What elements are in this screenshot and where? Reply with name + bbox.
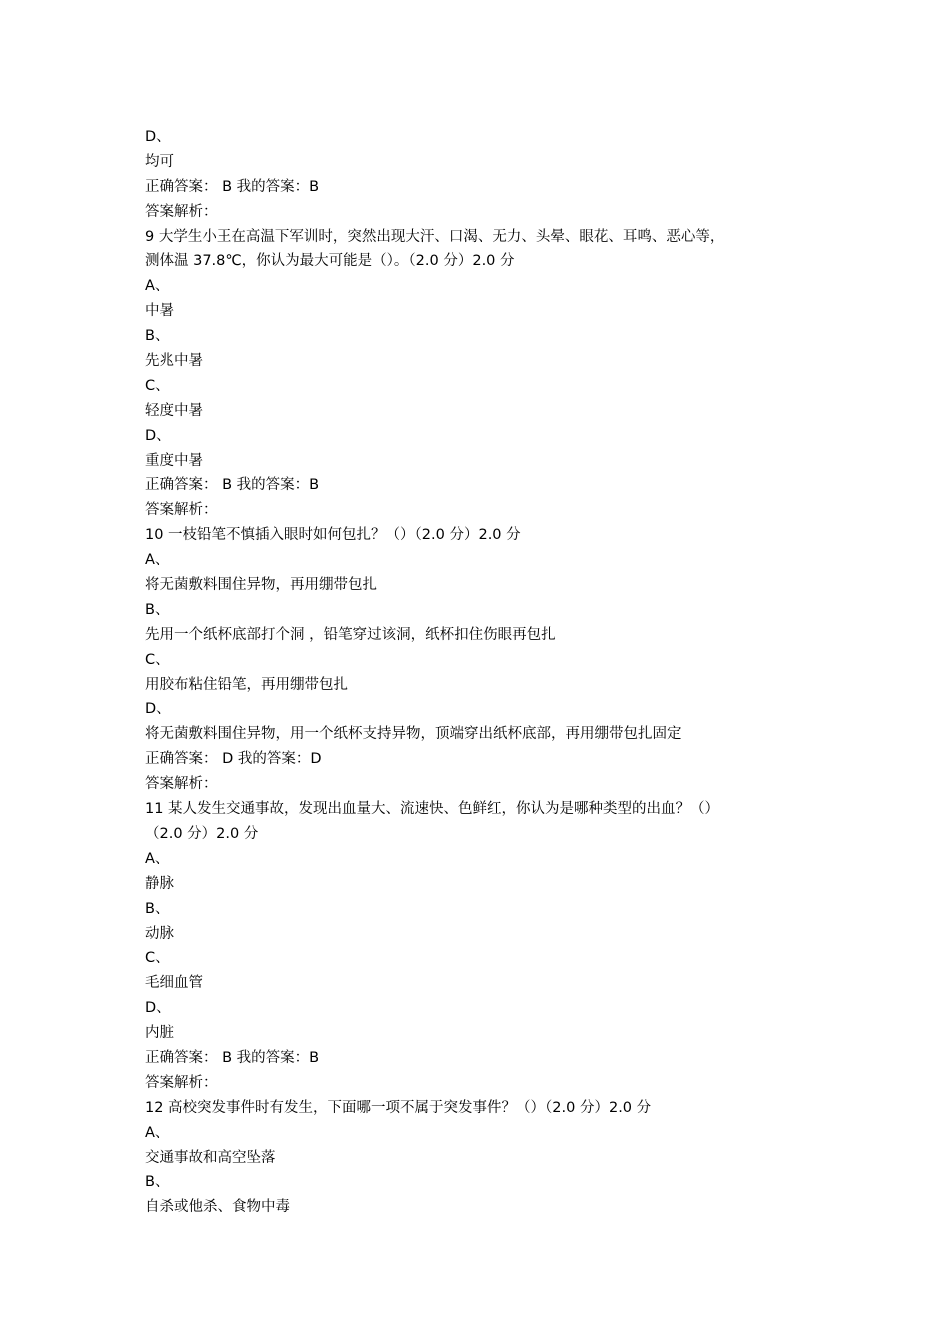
option-text: 轻度中暑 [145,402,203,419]
option-text: 毛细血管 [145,975,203,992]
option-text: 均可 [145,153,174,170]
option-label: C、 [145,651,170,668]
answer-line: 正确答案： B 我的答案：B [145,178,320,195]
explanation-label: 答案解析： [145,1074,218,1091]
option-label: C、 [145,950,170,967]
explanation-label: 答案解析： [145,502,218,519]
option-label: D、 [145,129,171,145]
answer-line: 正确答案： B 我的答案：B [145,477,320,494]
option-label: C、 [145,377,170,394]
option-label: B、 [145,900,170,917]
explanation-label: 答案解析： [145,203,218,220]
question-11-title-line1: 11 某人发生交通事故，发现出血量大、流速快、色鲜红，你认为是哪种类型的出血？（） [145,801,720,818]
question-11-title-line2: （2.0 分）2.0 分 [145,825,259,842]
option-text: 用胶布粘住铅笔，再用绷带包扎 [145,676,348,693]
document-content [145,125,825,1220]
option-label: A、 [145,850,170,867]
option-text: 静脉 [145,875,174,892]
option-text: 先兆中暑 [145,353,203,370]
option-label: A、 [145,552,170,569]
option-label: D、 [145,701,171,718]
question-9-title-line2: 测体温 37.8℃，你认为最大可能是（）。（2.0 分）2.0 分 [145,253,515,270]
option-label: B、 [145,601,170,618]
option-text: 重度中暑 [145,452,203,469]
question-12-title: 12 高校突发事件时有发生，下面哪一项不属于突发事件？（）（2.0 分）2.0 分 [145,1099,652,1116]
option-text: 内脏 [145,1025,174,1042]
option-text: 中暑 [145,303,174,320]
question-9-title-line1: 9 大学生小王在高温下军训时，突然出现大汗、口渴、无力、头晕、眼花、耳鸣、恶心等， [145,228,725,245]
option-text: 交通事故和高空坠落 [145,1149,276,1166]
option-text: 自杀或他杀、食物中毒 [145,1199,290,1216]
option-label: B、 [145,1174,170,1191]
option-text: 动脉 [145,925,174,942]
question-10-title: 10 一枝铅笔不慎插入眼时如何包扎？（）（2.0 分）2.0 分 [145,527,521,544]
explanation-label: 答案解析： [145,776,218,793]
answer-line: 正确答案： D 我的答案：D [145,751,322,768]
option-label: B、 [145,328,170,345]
option-label: D、 [145,1000,171,1017]
option-label: A、 [145,278,170,295]
option-text: 先用一个纸杯底部打个洞 ，铅笔穿过该洞，纸杯扣住伤眼再包扎 [145,626,556,643]
option-label: D、 [145,427,171,444]
option-label: A、 [145,1124,170,1141]
option-text: 将无菌敷料围住异物，再用绷带包扎 [145,577,377,594]
option-text: 将无菌敷料围住异物，用一个纸杯支持异物，顶端穿出纸杯底部，再用绷带包扎固定 [145,726,682,743]
answer-line: 正确答案： B 我的答案：B [145,1049,320,1066]
